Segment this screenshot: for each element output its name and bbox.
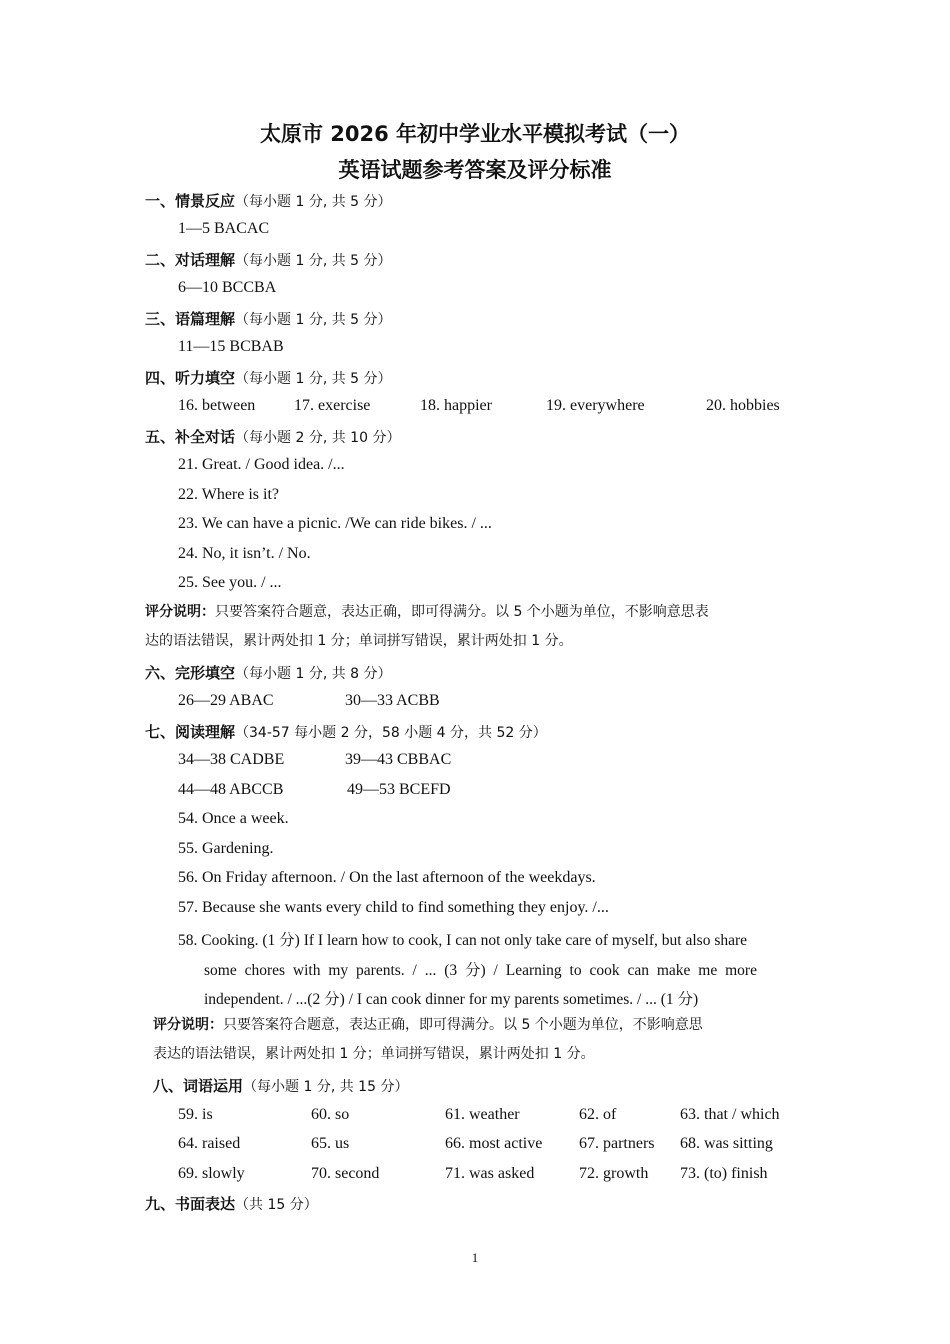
section-1-answer: 1—5 BACAC: [178, 220, 270, 237]
doc-title: 太原市 2026 年初中学业水平模拟考试（一）: [259, 122, 691, 146]
section-9-heading: [145, 1193, 318, 1214]
section-6-note: （每小题 1 分, 共 8 分）: [235, 666, 392, 682]
grading-line-3: 只要答案符合题意，表达正确，即可得满分。以 5 个小题为单位，不影响意思: [223, 1017, 703, 1033]
section-8-note: （每小题 1 分, 共 15 分）: [243, 1079, 409, 1095]
answer-59: 59. is: [178, 1106, 213, 1123]
answer-73: 73. (to) finish: [680, 1165, 768, 1182]
answer-49-53: 49—53 BCEFD: [347, 781, 451, 798]
answer-58-line-2: some chores with my parents. / ... (3 分) / Learning to cook can make me more: [204, 962, 757, 979]
answer-63: 63. that / which: [680, 1106, 780, 1123]
answer-62: 62. of: [579, 1106, 617, 1123]
section-7-label: 七、阅读理解: [145, 723, 236, 741]
answer-71: 71. was asked: [445, 1165, 535, 1182]
section-3-answer: 11—15 BCBAB: [178, 338, 284, 355]
answer-44-48: 44—48 ABCCB: [178, 781, 284, 798]
section-3-heading: [145, 308, 392, 329]
section-4-label: 四、听力填空: [145, 369, 236, 387]
section-4-heading: [145, 367, 392, 388]
section-2-answer: 6—10 BCCBA: [178, 279, 277, 296]
answer-17: 17. exercise: [294, 397, 371, 414]
answer-56: 56. On Friday afternoon. / On the last afternoon of the weekdays.: [178, 869, 596, 886]
answer-55: 55. Gardening.: [178, 840, 274, 857]
section-7-grading-note: [153, 1011, 810, 1069]
section-5-grading-note: [145, 598, 810, 656]
section-3-label: 三、语篇理解: [145, 310, 236, 328]
answer-61: 61. weather: [445, 1106, 520, 1123]
answer-64: 64. raised: [178, 1135, 241, 1152]
answer-23: 23. We can have a picnic. /We can ride bikes. / ...: [178, 515, 492, 532]
section-1-label: 一、情景反应: [145, 192, 236, 210]
answer-20: 20. hobbies: [706, 397, 780, 414]
doc-subtitle: 英语试题参考答案及评分标准: [338, 158, 612, 182]
answer-69: 69. slowly: [178, 1165, 245, 1182]
section-9-note: （共 15 分）: [235, 1197, 318, 1213]
section-6-label: 六、完形填空: [145, 664, 236, 682]
section-4-note: （每小题 1 分, 共 5 分）: [235, 371, 392, 387]
grading-line-4: 表达的语法错误，累计两处扣 1 分；单词拼写错误，累计两处扣 1 分。: [153, 1046, 595, 1062]
answer-67: 67. partners: [579, 1135, 655, 1152]
grading-line-2: 达的语法错误，累计两处扣 1 分；单词拼写错误，累计两处扣 1 分。: [145, 633, 573, 649]
section-2-label: 二、对话理解: [145, 251, 236, 269]
answer-16: 16. between: [178, 397, 256, 414]
grading-line-1: 只要答案符合题意，表达正确，即可得满分。以 5 个小题为单位，不影响意思表: [215, 604, 709, 620]
answer-60: 60. so: [311, 1106, 350, 1123]
section-7-heading: [145, 721, 547, 742]
grading-label: 评分说明：: [145, 604, 215, 620]
answer-70: 70. second: [311, 1165, 380, 1182]
answer-25: 25. See you. / ...: [178, 574, 282, 591]
section-1-note: （每小题 1 分, 共 5 分）: [235, 194, 392, 210]
section-2-heading: [145, 249, 392, 270]
answer-66: 66. most active: [445, 1135, 543, 1152]
section-7-note: （34-57 每小题 2 分，58 小题 4 分，共 52 分）: [235, 725, 547, 741]
answer-39-43: 39—43 CBBAC: [345, 751, 452, 768]
answer-22: 22. Where is it?: [178, 486, 280, 503]
answer-24: 24. No, it isn’t. / No.: [178, 545, 311, 562]
page-number: 1: [471, 1250, 479, 1265]
section-9-label: 九、书面表达: [145, 1195, 236, 1213]
answer-65: 65. us: [311, 1135, 350, 1152]
section-8-heading: [153, 1075, 408, 1096]
answer-21: 21. Great. / Good idea. /...: [178, 456, 345, 473]
section-1-heading: [145, 190, 392, 211]
answer-72: 72. growth: [579, 1165, 649, 1182]
section-5-label: 五、补全对话: [145, 428, 236, 446]
section-6-heading: [145, 662, 392, 683]
answer-26-29: 26—29 ABAC: [178, 692, 274, 709]
answer-57: 57. Because she wants every child to find something they enjoy. /...: [178, 899, 609, 916]
section-5-heading: [145, 426, 400, 447]
section-8-label: 八、词语运用: [153, 1077, 244, 1095]
answer-58-line-3: independent. / ...(2 分) / I can cook dinner for my parents sometimes. / ... (1 分): [204, 991, 699, 1008]
answer-30-33: 30—33 ACBB: [345, 692, 440, 709]
section-3-note: （每小题 1 分, 共 5 分）: [235, 312, 392, 328]
section-5-note: （每小题 2 分, 共 10 分）: [235, 430, 401, 446]
answer-54: 54. Once a week.: [178, 810, 289, 827]
grading-label-2: 评分说明：: [153, 1017, 223, 1033]
answer-34-38: 34—38 CADBE: [178, 751, 285, 768]
answer-18: 18. happier: [420, 397, 492, 414]
section-2-note: （每小题 1 分, 共 5 分）: [235, 253, 392, 269]
answer-19: 19. everywhere: [546, 397, 645, 414]
answer-58-line-1: 58. Cooking. (1 分) If I learn how to cook, I can not only take care of myself, but also share: [178, 932, 748, 949]
answer-68: 68. was sitting: [680, 1135, 773, 1152]
